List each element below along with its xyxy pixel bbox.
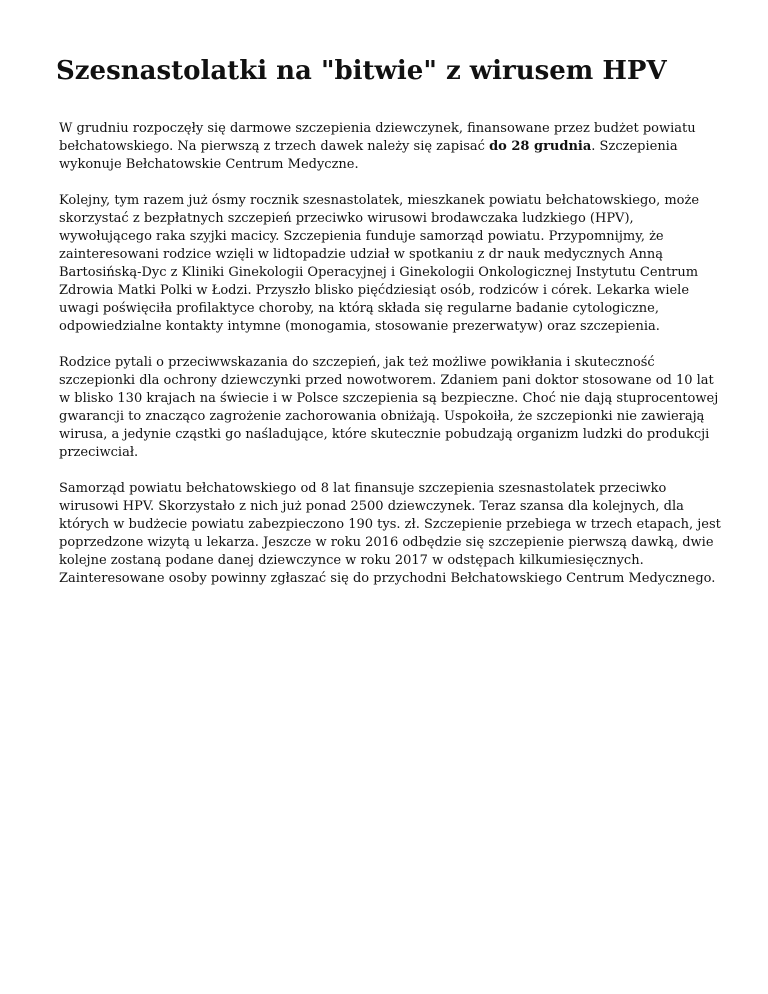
paragraph-2-line: Bartosińską-Dyc z Kliniki Ginekologii Operacyjnej i Ginekologii Onkologicznej Instytutu Centrum [59,265,699,280]
paragraph-3-line: w blisko 130 krajach na świecie i w Polsce szczepienia są bezpieczne. Choć nie dają stuprocentowej [59,391,719,406]
paragraph-2-line: Zdrowia Matki Polki w Łodzi. Przyszło blisko pięćdziesiąt osób, rodziców i córek. Lekarka wiele [59,283,690,298]
paragraph-2-line: Kolejny, tym razem już ósmy rocznik szesnastolatek, mieszkanek powiatu bełchatowskiego, może [59,193,700,208]
paragraph-1-line-2-start: bełchatowskiego. Na pierwszą z trzech dawek należy się zapisać [59,139,490,154]
paragraph-1-line-2-end: . Szczepienia [591,139,678,154]
paragraph-4-line: których w budżecie powiatu zabezpieczono 190 tys. zł. Szczepienie przebiega w trzech etapach, jest [59,517,721,532]
deadline-date: do 28 grudnia [489,139,592,154]
paragraph-4-line: Samorząd powiatu bełchatowskiego od 8 lat finansuje szczepienia szesnastolatek przeciwko [59,481,667,496]
paragraph-3-line: szczepionki dla ochrony dziewczynki przed nowotworem. Zdaniem pani doktor stosowane od 10 lat [59,373,714,388]
paragraph-4-line: Zainteresowane osoby powinny zgłaszać się do przychodni Bełchatowskiego Centrum Medycznego. [59,571,716,586]
paragraph-4-line: kolejne zostaną podane danej dziewczynce w roku 2017 w odstępach kilkumiesięcznych. [59,553,644,568]
paragraph-3 [59,354,719,462]
paragraph-3-line: wirusa, a jedynie cząstki go naśladujące, które skutecznie pobudzają organizm ludzki do produkcji [59,427,710,442]
paragraph-4-line: poprzedzone wizytą u lekarza. Jeszcze w roku 2016 odbędzie się szczepienie pierwszą dawką, dwie [59,535,714,550]
article-title: Szesnastolatki na "bitwie" z wirusem HPV [56,56,667,86]
paragraph-2-line: skorzystać z bezpłatnych szczepień przeciwko wirusowi brodawczaka ludzkiego (HPV), [59,211,634,226]
paragraph-2-line: odpowiedzialne kontakty intymne (monogamia, stosowanie prezerwatyw) oraz szczepienia. [59,319,660,334]
paragraph-4 [59,480,719,588]
paragraph-1-line-3: wykonuje Bełchatowskie Centrum Medyczne. [59,157,359,172]
paragraph-1-line-2 [59,138,719,156]
paragraph-3-line: gwarancji to znacząco zagrożenie zachorowania obniżają. Uspokoiła, że szczepionki nie zawierają [59,409,705,424]
article-body [59,120,719,606]
paragraph-1 [59,120,719,174]
paragraph-1-line-1: W grudniu rozpoczęły się darmowe szczepienia dziewczynek, finansowane przez budżet powiatu [59,121,696,136]
paragraph-2-line: wywołującego raka szyjki macicy. Szczepienia funduje samorząd powiatu. Przypomnijmy, że [59,229,664,244]
paragraph-2-line: zainteresowani rodzice wzięli w lidtopadzie udział w spotkaniu z dr nauk medycznych Anną [59,247,664,262]
paragraph-3-line: przeciwciał. [59,445,139,460]
paragraph-2 [59,192,719,336]
paragraph-4-line: wirusowi HPV. Skorzystało z nich już ponad 2500 dziewczynek. Teraz szansa dla kolejnych, dla [59,499,684,514]
paragraph-3-line: Rodzice pytali o przeciwwskazania do szczepień, jak też możliwe powikłania i skuteczność [59,355,655,370]
paragraph-2-line: uwagi poświęciła profilaktyce choroby, na którą składa się regularne badanie cytologiczne, [59,301,659,316]
